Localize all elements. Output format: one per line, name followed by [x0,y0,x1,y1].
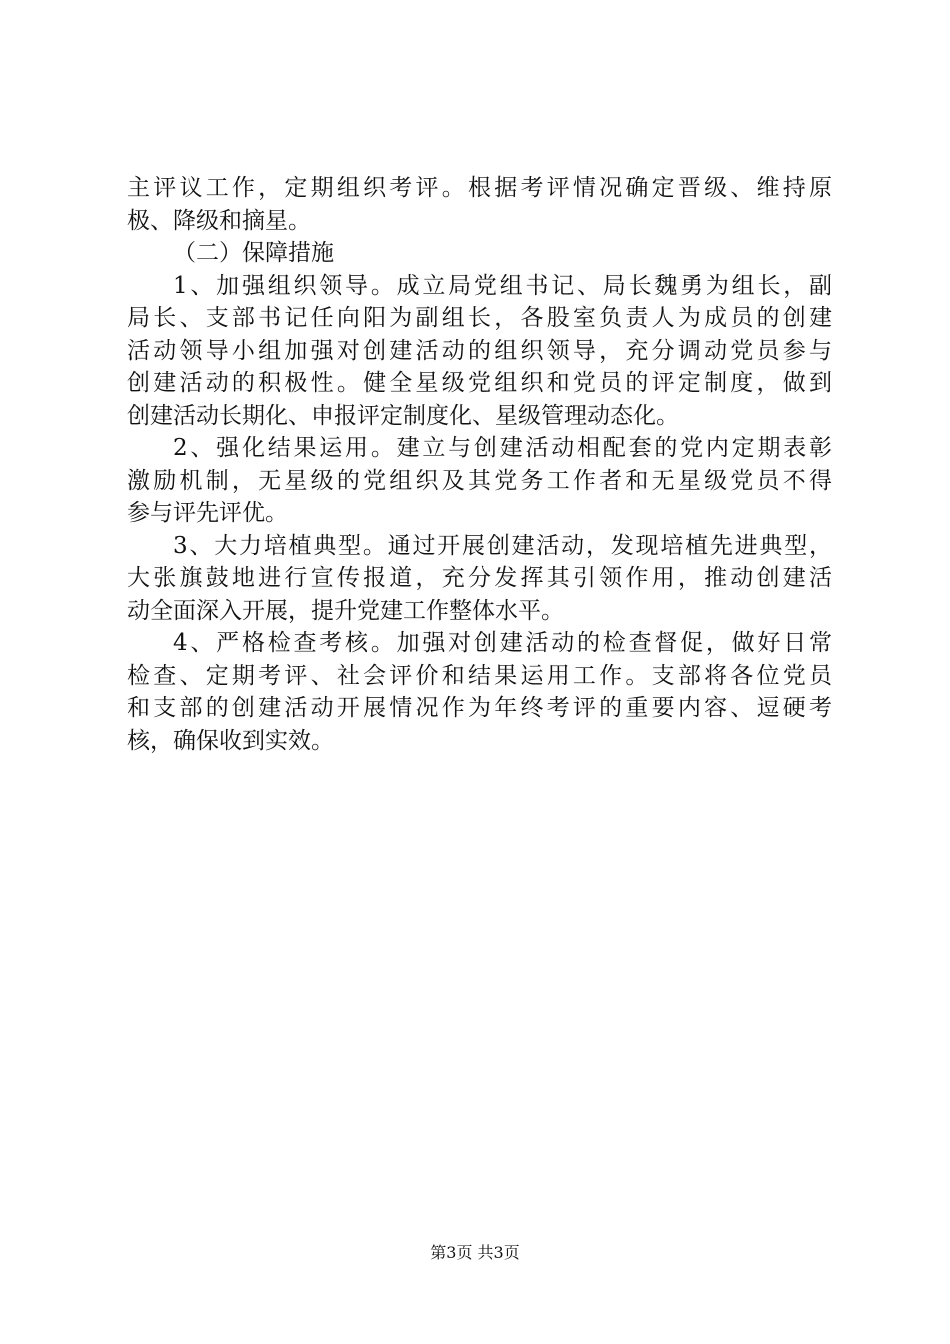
text-line: 核，确保收到实效。 [127,727,334,754]
text-line: 活动领导小组加强对创建活动的组织领导，充分调动党员参与 [127,337,832,364]
text-line: 创建活动的积极性。健全星级党组织和党员的评定制度，做到 [127,370,832,396]
text-line: 检查、定期考评、社会评价和结果运用工作。支部将各位党员 [127,662,832,689]
text-line: 主评议工作，定期组织考评。根据考评情况确定晋级、维持原 [127,175,832,201]
text-line: 4、严格检查考核。加强对创建活动的检查督促，做好日常 [173,630,832,656]
text-line: 动全面深入开展，提升党建工作整体水平。 [127,597,564,624]
text-line: 极、降级和摘星。 [127,207,311,234]
text-line: 1、加强组织领导。成立局党组书记、局长魏勇为组长，副 [173,272,832,299]
document-body [127,172,832,757]
text-line: 和支部的创建活动开展情况作为年终考评的重要内容、逗硬考 [127,695,832,721]
text-line: 3、大力培植典型。通过开展创建活动，发现培植先进典型， [173,532,832,559]
text-line: 局长、支部书记任向阳为副组长，各股室负责人为成员的创建 [127,305,832,331]
text-line: 激励机制，无星级的党组织及其党务工作者和无星级党员不得 [127,467,832,494]
text-line: 创建活动长期化、申报评定制度化、星级管理动态化。 [127,402,679,429]
page-number: 第3页 共3页 [430,1243,520,1262]
text-line: 2、强化结果运用。建立与创建活动相配套的党内定期表彰 [173,435,832,461]
section-heading: （二）保障措施 [173,240,334,266]
page-footer [0,1243,950,1263]
text-line: 大张旗鼓地进行宣传报道，充分发挥其引领作用，推动创建活 [127,565,832,591]
text-line: 参与评先评优。 [127,500,288,526]
